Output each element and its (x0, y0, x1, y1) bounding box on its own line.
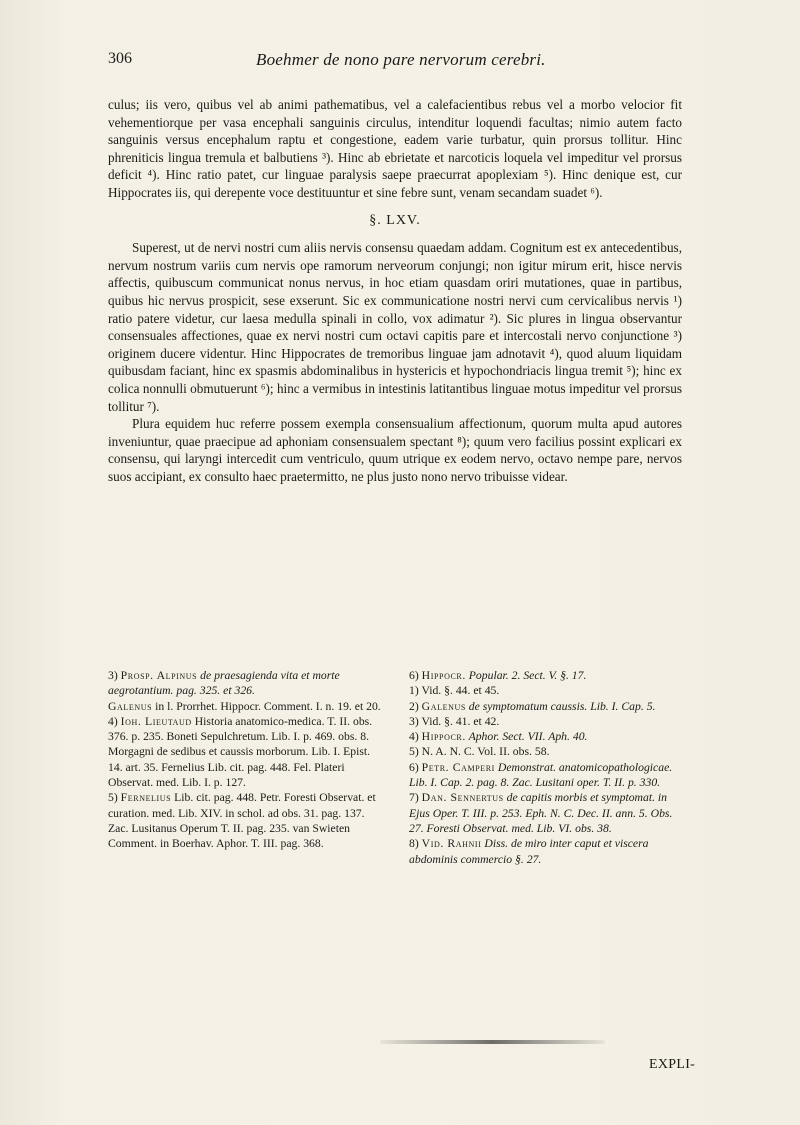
footnote-right-5 (409, 729, 688, 744)
footnote-text: N. A. N. C. Vol. II. obs. 58. (421, 745, 550, 759)
footnote-text: Vid. §. 41. et 42. (421, 714, 500, 728)
footnote-number: 3) (108, 669, 118, 682)
footnote-number: 5) (108, 791, 118, 805)
footnote-text: Demonstrat. anatomicopathologicae. Lib. I. Cap. 2. pag. 8. Zac. Lusitani oper. T. II. p. 330. (409, 760, 673, 790)
footnote-number: 7) (409, 791, 419, 805)
footnote-right-2 (409, 683, 688, 698)
footnote-text: de symptomatum caussis. Lib. I. Cap. 5. (465, 699, 656, 713)
footnote-author: Galenus (108, 699, 153, 713)
footnote-author: Vid. Rahnii (421, 837, 482, 851)
footnote-right-1 (409, 668, 688, 683)
footnote-author: Prosp. Alpinus (120, 669, 198, 682)
footnotes (108, 668, 688, 867)
footnote-right-3 (409, 699, 688, 714)
footnote-number: 8) (409, 837, 419, 851)
section-heading: §. LXV. (369, 212, 421, 228)
paragraph-2: Superest, ut de nervi nostri cum aliis nervis consensu quaedam addam. Cognitum est ex antecedentibus, nervum nostrum variis cum nervis ope ramorum nerveorum conjungi; non igitur mirum erit, hisce nervis affectis, quibuscum communicat nonus nervus, in hoc etiam quasdam oriri mutationes, quae in partibus, quibus hic nervus prospicit, sese exserunt. Sic ex communicatione nostri nervi cum cervicalibus nervis ¹) ratio patere videtur, cur laesa medulla spinali in collo, vox adimatur ²). Sic plures in lingua observantur consensuales affectiones, quae ex nervi nostri cum octavi capitis pare et intercostali nervo conjunctione ³) originem ducere videntur. Hinc Hippocrates de tremoribus linguae jam adnotavit ⁴), quod aluum liquidam quibusdam faciant, hinc ex spasmis abdominalibus in hystericis et hypochondriacis lingua tremit ⁵); hinc ex colica nonnulli obmutuerunt ⁶); hinc a vermibus in intestinis latitantibus linguae motus impeditur vel prorsus tollitur ⁷). (108, 240, 682, 414)
footnote-number: 3) (409, 714, 419, 728)
footnote-text: Historia anatomico-medica. T. II. obs. 376. p. 235. Boneti Sepulchretum. Lib. I. p. 469. obs. 8. Morgagni de sedibus et caussis morborum. Lib. I. Epist. 14. art. 35. Fernelius Lib. cit. pag. 448. Fel. Plateri Observat. med. Lib. I. p. 127. (108, 714, 373, 790)
footnote-right-9 (409, 836, 688, 867)
running-title: Boehmer de nono pare nervorum cerebri. (256, 50, 546, 69)
footnote-right-7 (409, 760, 688, 791)
footnote-author: Fernelius (120, 791, 172, 805)
footnote-text: Lib. cit. pag. 448. Petr. Foresti Observat. et curation. med. Lib. XIV. in schol. ad obs. 31. pag. 137. Zac. Lusitanus Operum T. II. pag. 235. van Swieten Comment. in Boerhav. Aphor. T. III. pag. 368. (108, 791, 376, 851)
footnote-number: 4) (409, 730, 419, 744)
footnote-left-3 (108, 714, 387, 790)
footnote-right-8 (409, 790, 688, 836)
footnote-author: Petr. Camperi (421, 760, 495, 774)
paragraph-1: culus; iis vero, quibus vel ab animi pathematibus, vel a calefacientibus rebus vel a morbo velocior fit vehementiorque per vasa encephali sanguinis circulus, intenditur loquendi facultas; nimio autem facto sanguinis versus encephalum raptu et congestione, eadem varie turbatur, quin prorsus tollitur. Hinc phreniticis lingua tremula et balbutiens ³). Hinc ab ebrietate et narcoticis loquela vel impeditur vel prorsus deficit ⁴). Hinc ratio patet, cur linguae paralysis saepe praecurrat apoplexiam ⁵). Hinc denique est, cur Hippocrates iis, qui derepente voce destituuntur et sine febre sunt, venam secandam suadet ⁶). (108, 97, 682, 200)
page-number: 306 (108, 50, 132, 67)
footnotes-left-column (108, 668, 387, 867)
page-header (108, 50, 688, 74)
footnote-number: 1) (409, 684, 419, 698)
footnote-author: Galenus (421, 699, 466, 713)
footnote-text: Popular. 2. Sect. V. §. 17. (465, 669, 587, 682)
footnote-number: 2) (409, 699, 419, 713)
catchword: EXPLI- (649, 1057, 696, 1072)
footnote-number: 6) (409, 760, 419, 774)
footnote-right-6 (409, 744, 688, 759)
main-text (108, 96, 682, 485)
footnote-number: 4) (108, 714, 118, 728)
printer-rule (380, 1040, 605, 1044)
footnote-author: Hippocr. (421, 669, 466, 682)
footnote-number: 5) (409, 745, 419, 759)
footnote-text: de capitis morbis et symptomat. in Ejus Oper. T. III. p. 253. Eph. N. C. Dec. II. ann. 5. Obs. 27. Foresti Observat. med. Lib. VI. obs. 38. (409, 791, 673, 835)
footnote-left-1 (108, 668, 387, 699)
footnote-author: Ioh. Lieutaud (120, 714, 192, 728)
paragraph-3: Plura equidem huc referre possem exempla consensualium affectionum, quorum multa apud autores inveniuntur, quae praecipue ad aphoniam consensualem spectant ⁸); quum vero facilius possint explicari ex consensu, qui laryngi intercedit cum ventriculo, quum utrique ex eodem nervo, octavo nempe pare, nervos suos accipiant, ex consulto haec praetermitto, ne plus justo nono nervo tribuisse videar. (108, 416, 682, 484)
footnote-text: Diss. de miro inter caput et viscera abdominis commercio §. 27. (409, 837, 649, 866)
footnote-left-4 (108, 790, 387, 851)
footnotes-right-column (409, 668, 688, 867)
footnote-right-4 (409, 714, 688, 729)
footnote-text: in l. Prorrhet. Hippocr. Comment. I. n. 19. et 20. (152, 699, 381, 713)
footnote-text: Aphor. Sect. VII. Aph. 40. (465, 730, 588, 744)
footnote-number: 6) (409, 669, 419, 682)
footnote-author: Dan. Sennertus (421, 791, 504, 805)
footnote-left-2 (108, 699, 387, 714)
footnote-author: Hippocr. (421, 730, 466, 744)
footnote-text: Vid. §. 44. et 45. (421, 684, 500, 698)
footnote-text: de praesagienda vita et morte aegrotantium. pag. 325. et 326. (108, 669, 340, 698)
